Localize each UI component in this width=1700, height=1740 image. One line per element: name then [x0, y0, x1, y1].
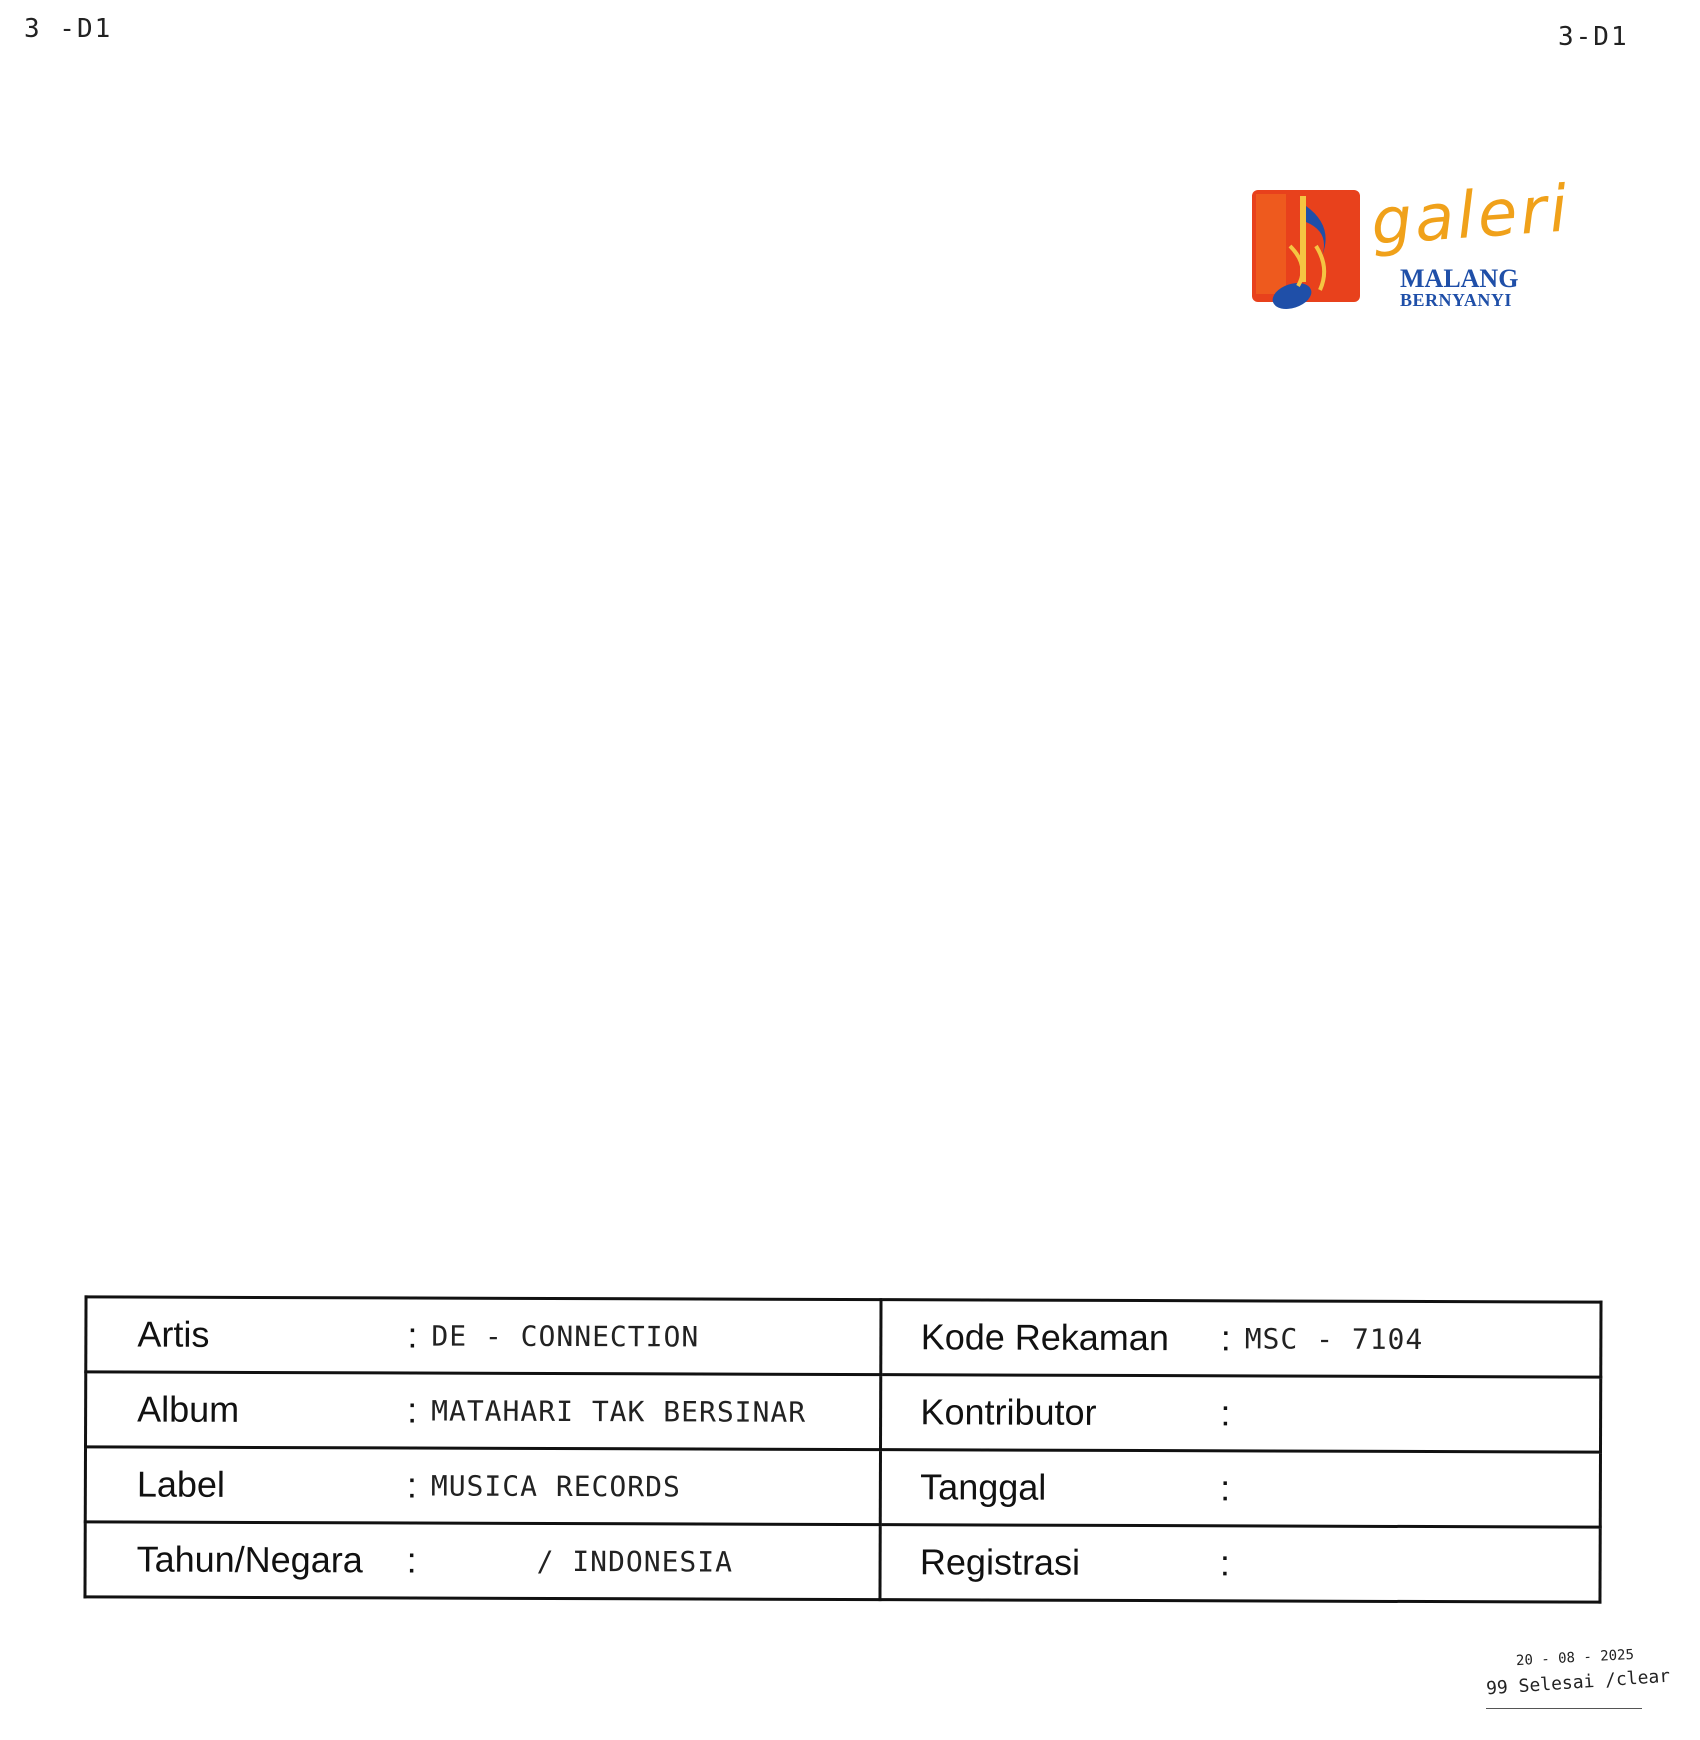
field-registrasi	[880, 1525, 1600, 1603]
field-label: Label	[136, 1463, 226, 1505]
field-kontributor	[881, 1375, 1601, 1453]
field-tahun-negara	[85, 1522, 881, 1600]
table-row	[86, 1372, 1601, 1452]
field-colon: :	[1220, 1392, 1231, 1434]
field-value-label: MUSICA RECORDS	[430, 1469, 681, 1503]
field-artis	[86, 1297, 882, 1375]
field-album	[86, 1372, 882, 1450]
field-colon: :	[1220, 1467, 1231, 1509]
field-colon: :	[406, 1464, 417, 1506]
table-row	[86, 1297, 1601, 1377]
field-kode-rekaman	[881, 1300, 1601, 1378]
field-label: Album	[137, 1388, 240, 1430]
field-colon: :	[406, 1539, 417, 1581]
field-value-artis: DE - CONNECTION	[431, 1319, 700, 1353]
field-label: Registrasi	[919, 1541, 1081, 1583]
field-colon: :	[1220, 1317, 1231, 1359]
field-label: Artis	[137, 1313, 210, 1355]
field-label: Tahun/Negara	[136, 1538, 363, 1581]
field-label-record	[85, 1447, 881, 1525]
field-label: Tanggal	[920, 1466, 1047, 1508]
table-row	[85, 1522, 1600, 1602]
logo-bernyanyi: BERNYANYI	[1400, 290, 1512, 310]
field-value-album: MATAHARI TAK BERSINAR	[431, 1394, 807, 1429]
field-colon: :	[407, 1389, 418, 1431]
field-value-kode-rekaman: MSC - 7104	[1244, 1321, 1424, 1356]
field-tanggal	[881, 1450, 1601, 1528]
handwritten-stamp	[1485, 1646, 1671, 1720]
music-note-icon	[1250, 186, 1370, 321]
record-info-table	[83, 1295, 1602, 1603]
field-colon: :	[1219, 1542, 1231, 1584]
stamp-underline	[1486, 1708, 1642, 1709]
stamp-text: 99 Selesai /clear	[1485, 1665, 1671, 1700]
logo-wordmark: galeri	[1368, 172, 1573, 260]
field-label: Kode Rekaman	[920, 1316, 1169, 1359]
logo-malang: MALANG	[1400, 264, 1519, 293]
corner-note-left: 3 -D1	[24, 14, 113, 44]
field-value-tahun-negara: / INDONESIA	[536, 1544, 734, 1579]
table-row	[85, 1447, 1600, 1527]
field-colon: :	[407, 1314, 418, 1356]
corner-note-right: 3-D1	[1558, 22, 1629, 52]
stamp-date: 20 - 08 - 2025	[1515, 1646, 1635, 1670]
galeri-logo	[1250, 172, 1573, 321]
field-label: Kontributor	[920, 1391, 1097, 1433]
